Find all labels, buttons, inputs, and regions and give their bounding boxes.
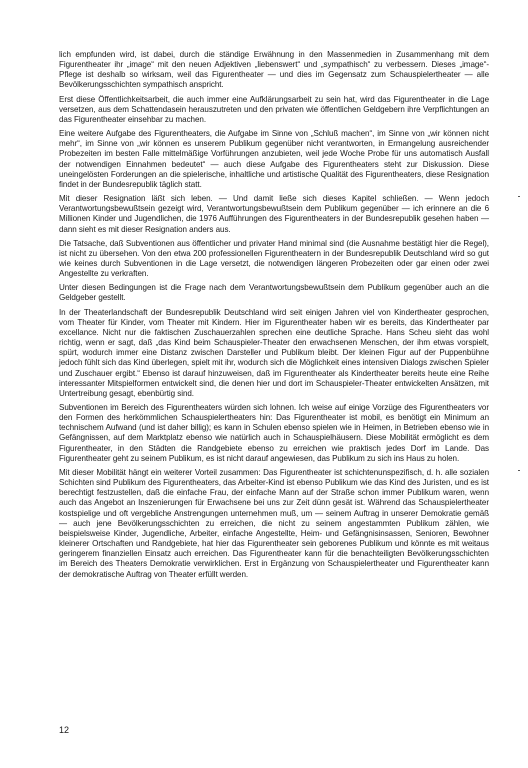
paragraph-5: Die Tatsache, daß Subventionen aus öffentlicher und privater Hand minimal sind (die Ausnahme bestätigt hier die Regel), ist nicht zu übersehen. Von den etwa 200 professionellen Figurentheatern in der Bundesrepublik Deutschland wird so gut wie keines durch Subventionen in die Lage versetzt, die notwendigen längeren Probezeiten oder gar einen oder zwei Angestellte zu verkraften. — [59, 238, 489, 279]
paragraph-6: Unter diesen Bedingungen ist die Frage nach dem Verantwortungsbewußtsein dem Publikum gegenüber auch an die Geldgeber gestellt. — [59, 283, 489, 303]
body-text — [59, 50, 489, 584]
paragraph-1: lich empfunden wird, ist dabei, durch die ständige Erwähnung in den Massenmedien in Zusammenhang mit dem Figurentheater ihr „image“ mit den neuen Adjektiven „liebenswert“ und „sympathisch“ zu verbessern. Dieses „image“-Pflege ist deshalb so wirksam, weil das Figurentheater — und dies im Gegensatz zum Schauspielertheater — alle Bevölkerungsschichten sympathisch anspricht. — [59, 50, 489, 90]
paragraph-4: Mit dieser Resignation läßt sich leben. — Und damit ließe sich dieses Kapitel schließen. — Wenn jedoch Verantwortungsbewußtsein gezeigt wird, Verantwortungsbewußtsein dem Publikum gegenüber — ich erinnere an die 6 Millionen Kinder und Jugendlichen, die 1976 Aufführungen des Figurentheaters in der Bundesrepublik gesehen haben — dann sieht es mit dieser Resignation anders aus. — [59, 194, 489, 234]
paragraph-2: Erst diese Öffentlichkeitsarbeit, die auch immer eine Aufklärungsarbeit zu sein hat, wird das Figurentheater in die Lage versetzen, aus dem Schattendasein herauszutreten und den privaten wie öffentlichen Geldgebern ihre Verpflichtungen an das Figurentheater einsehbar zu machen. — [59, 94, 489, 124]
page-number: 12 — [59, 725, 70, 735]
paragraph-7: In der Theaterlandschaft der Bundesrepublik Deutschland wird seit einigen Jahren viel von Kindertheater gesprochen, vom Theater für Kinder, vom Theater mit Kindern. Hier im Figurentheater haben wir es bereits, das Kindertheater par excellance. Nicht nur die faktischen Zuschauerzahlen sprechen eine deutliche Sprache. Hans Scheu sieht das wohl richtig, wenn er sagt, daß „das Kind beim Schauspieler-Theater den erwachsenen Menschen, der ihm etwas vorspielt, spürt, wodurch immer eine Distanz zwischen Darsteller und Publikum bleibt. Der kleinen Figur auf der Puppenbühne jedoch fühlt sich das Kind überlegen, spielt mit ihr, wodurch sich die Möglichkeit eines intensiven Dialogs zwischen Spieler und Zuschauer ergibt.“ Ebenso ist darauf hinzuweisen, daß im Figurentheater als Kindertheater bereits heute eine Reihe interessanter Mitspielformen entwickelt sind, die denen hier und dort im Schauspieler-Theater entwickelten Ansätzen, mit Untertreibung gesagt, ebenbürtig sind. — [59, 307, 489, 398]
margin-mark — [518, 196, 520, 197]
paragraph-3: Eine weitere Aufgabe des Figurentheaters, die Aufgabe im Sinne von „Schluß machen“, im Sinne von „wir können nicht mehr“, im Sinne von „wir können es unserem Publikum gegenüber nicht verantworten, in Ermangelung ausreichender Probezeiten im besten Falle mittelmäßige Vorführungen anzubieten, weil jede Woche Probe für uns automatisch Ausfall der notwendigen Einnahmen bedeutet“ — auch diese Aufgabe des Figurentheaters steht zur Diskussion. Diese uneingelösten Forderungen an die spielerische, inhaltliche und artistische Qualität des Figurentheaters, diese Resignation findet in der Bundesrepublik täglich statt. — [59, 129, 489, 189]
paragraph-9: Mit dieser Mobilität hängt ein weiterer Vorteil zusammen: Das Figurentheater ist schichtenunspezifisch, d. h. alle sozialen Schichten sind Publikum des Figurentheaters, das Arbeiter-Kind ist ebenso Publikum wie das Kind des Juristen, und es ist berechtigt festzustellen, daß die einfache Frau, der einfache Mann auf der Straße schon immer Publikum waren, wenn auch das Angebot an Inszenierungen für Erwachsene bei uns zur Zeit dünn gesät ist. Während das Schauspielertheater kostspielige und oft vergebliche Anstrengungen unternehmen muß, um — seinem Auftrag in unserer Demokratie gemäß — auch jene Bevölkerungsschichten zu erreichen, die nicht zu seinem angestammten Publikum zählen, wie beispielsweise Kinder, Jugendliche, Arbeiter, einfache Angestellte, Heim- und Gefängnisinsassen, Senioren, Bewohner kleinerer Ortschaften und Randgebiete, hat hier das Figurentheater sein geborenes Publikum und könnte es mit weitaus geringerem finanziellen Einsatz auch erreichen. Das Figurentheater kann für die benachteiligten Bevölkerungsschichten im Bereich des Theaters Demokratie verwirklichen. Erst in Ergänzung von Schauspielertheater und Figurentheater kann der demokratische Auftrag von Theater erfüllt werden. — [59, 467, 489, 579]
paragraph-8: Subventionen im Bereich des Figurentheaters würden sich lohnen. Ich weise auf einige Vorzüge des Figurentheaters vor den Formen des herkömmlichen Schauspielertheaters hin: Das Figurentheater ist mobil, es benötigt ein Minimum an technischem Aufwand (und ist daher billig); es kann in Schulen ebenso spielen wie in Heimen, in Betrieben ebenso wie in Gefängnissen, auf dem Marktplatz ebenso wie natürlich auch in Schauspielhäusern. Diese Mobilität ermöglicht es dem Figurentheater, in den Städten die Randgebiete ebenso zu erreichen wie praktisch jedes Dorf im Lande. Das Figurentheater geht zu seinem Publikum, es ist nicht darauf angewiesen, das Publikum zu sich ins Haus zu holen. — [59, 403, 489, 463]
margin-mark — [518, 470, 520, 471]
